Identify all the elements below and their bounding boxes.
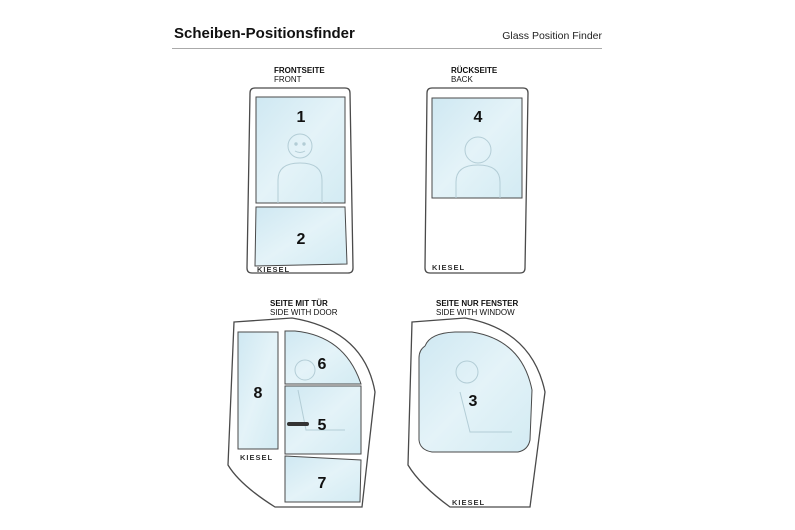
back-view (425, 88, 528, 273)
door-side-view (228, 318, 375, 507)
door-handle-icon (287, 422, 309, 426)
back-brand-logo: KIESEL (432, 263, 466, 272)
front-label-de: FRONTSEITE (274, 66, 325, 75)
back-label-en: BACK (451, 75, 473, 84)
front-label-en: FRONT (274, 75, 302, 84)
door-side-brand-logo: KIESEL (240, 453, 274, 462)
pane-7-number: 7 (317, 475, 327, 492)
pane-8-number: 8 (253, 385, 263, 402)
window-side-brand-logo: KIESEL (452, 498, 486, 507)
door-side-label-en: SIDE WITH DOOR (270, 308, 338, 317)
door-side-label-de: SEITE MIT TÜR (270, 299, 328, 308)
back-label-de: RÜCKSEITE (451, 66, 498, 75)
page-title: Scheiben-Positionsfinder (174, 25, 355, 42)
pane-3-number: 3 (468, 393, 478, 410)
pane-2-number: 2 (296, 231, 306, 248)
page-subtitle: Glass Position Finder (502, 30, 602, 42)
front-brand-logo: KIESEL (257, 265, 291, 274)
window-side-label-de: SEITE NUR FENSTER (436, 299, 519, 308)
window-side-view (408, 318, 545, 507)
pane-1-number: 1 (296, 109, 306, 126)
pane-5-number: 5 (317, 417, 327, 434)
window-side-label-en: SIDE WITH WINDOW (436, 308, 515, 317)
pane-4-number: 4 (473, 109, 483, 126)
pane-6-number: 6 (317, 356, 327, 373)
front-view (247, 88, 353, 274)
